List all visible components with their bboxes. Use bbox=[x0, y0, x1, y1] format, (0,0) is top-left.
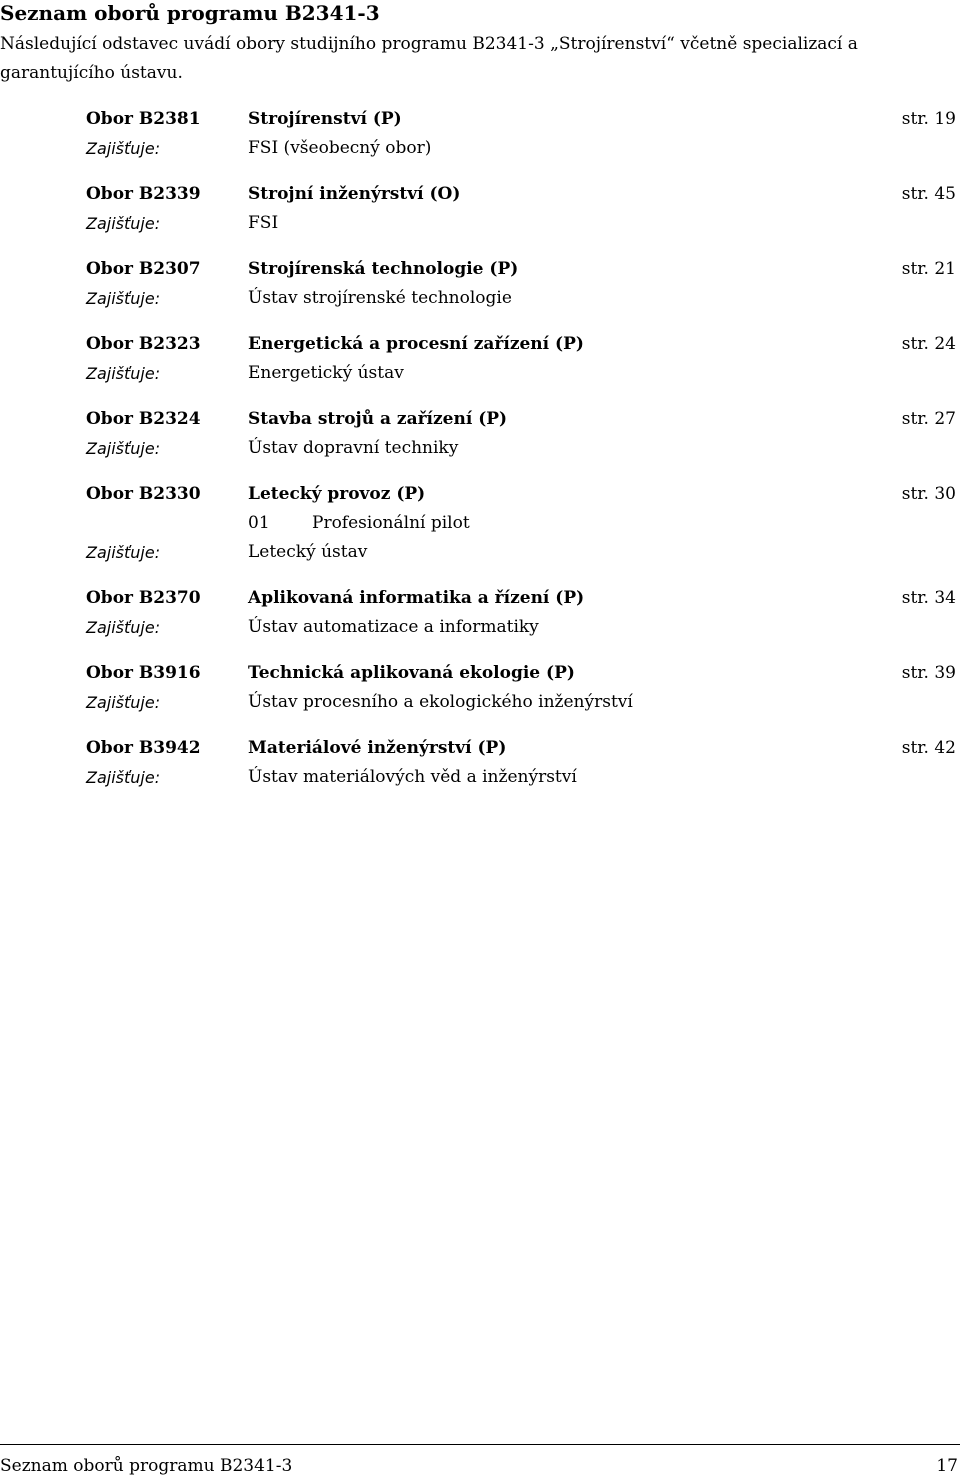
provider-name: Energetický ústav bbox=[248, 363, 404, 383]
provider-label: Zajišťuje: bbox=[86, 289, 161, 308]
provider-name: Letecký ústav bbox=[248, 542, 368, 562]
provider-label: Zajišťuje: bbox=[86, 439, 161, 458]
program-name: Strojní inženýrství (O) bbox=[248, 184, 461, 204]
provider-name: Ústav strojírenské technologie bbox=[248, 288, 512, 308]
page-reference: str. 27 bbox=[901, 409, 956, 429]
provider-name: Ústav materiálových věd a inženýrství bbox=[248, 767, 577, 787]
program-code: Obor B3916 bbox=[86, 663, 201, 683]
footer-title: Seznam oborů programu B2341-3 bbox=[0, 1456, 293, 1476]
list-item bbox=[86, 255, 956, 313]
list-item bbox=[86, 734, 956, 792]
program-name: Stavba strojů a zařízení (P) bbox=[248, 409, 508, 429]
program-code: Obor B2330 bbox=[86, 484, 201, 504]
provider-label: Zajišťuje: bbox=[86, 768, 161, 787]
provider-name: Ústav automatizace a informatiky bbox=[248, 617, 539, 637]
page-reference: str. 30 bbox=[901, 484, 956, 504]
provider-label: Zajišťuje: bbox=[86, 214, 161, 233]
list-item bbox=[86, 659, 956, 717]
program-name: Materiálové inženýrství (P) bbox=[248, 738, 507, 758]
list-item bbox=[86, 584, 956, 642]
program-name: Strojírenská technologie (P) bbox=[248, 259, 519, 279]
program-name: Energetická a procesní zařízení (P) bbox=[248, 334, 584, 354]
footer-divider bbox=[0, 1444, 960, 1445]
page-reference: str. 21 bbox=[901, 259, 956, 279]
program-code: Obor B2323 bbox=[86, 334, 201, 354]
provider-label: Zajišťuje: bbox=[86, 693, 161, 712]
page-reference: str. 42 bbox=[901, 738, 956, 758]
page-reference: str. 19 bbox=[901, 109, 956, 129]
program-code: Obor B2339 bbox=[86, 184, 201, 204]
provider-name: Ústav dopravní techniky bbox=[248, 438, 459, 458]
program-name: Letecký provoz (P) bbox=[248, 484, 426, 504]
provider-label: Zajišťuje: bbox=[86, 543, 161, 562]
specialization-code: 01 bbox=[248, 513, 270, 533]
page-reference: str. 45 bbox=[901, 184, 956, 204]
page-reference: str. 34 bbox=[901, 588, 956, 608]
list-item bbox=[86, 480, 956, 567]
page-number: 17 bbox=[936, 1456, 958, 1476]
provider-name: FSI bbox=[248, 213, 279, 233]
provider-label: Zajišťuje: bbox=[86, 618, 161, 637]
program-list bbox=[86, 105, 956, 809]
provider-label: Zajišťuje: bbox=[86, 364, 161, 383]
program-name: Technická aplikovaná ekologie (P) bbox=[248, 663, 575, 683]
intro-paragraph: Následující odstavec uvádí obory studijního programu B2341-3 „Strojírenství“ včetně specializací a garantujícího ústavu. bbox=[0, 34, 858, 83]
provider-name: FSI (všeobecný obor) bbox=[248, 138, 432, 158]
list-item bbox=[86, 405, 956, 463]
program-code: Obor B2324 bbox=[86, 409, 201, 429]
program-name: Strojírenství (P) bbox=[248, 109, 402, 129]
list-item bbox=[86, 105, 956, 163]
program-code: Obor B3942 bbox=[86, 738, 201, 758]
page-title: Seznam oborů programu B2341-3 bbox=[0, 1, 380, 25]
specialization-name: Profesionální pilot bbox=[312, 513, 470, 533]
program-name: Aplikovaná informatika a řízení (P) bbox=[248, 588, 585, 608]
program-code: Obor B2307 bbox=[86, 259, 201, 279]
specialization bbox=[248, 509, 956, 538]
list-item bbox=[86, 330, 956, 388]
program-code: Obor B2370 bbox=[86, 588, 201, 608]
provider-label: Zajišťuje: bbox=[86, 139, 161, 158]
program-code: Obor B2381 bbox=[86, 109, 201, 129]
page-reference: str. 24 bbox=[901, 334, 956, 354]
page-footer bbox=[0, 1454, 958, 1478]
provider-name: Ústav procesního a ekologického inženýrství bbox=[248, 692, 633, 712]
list-item bbox=[86, 180, 956, 238]
page-reference: str. 39 bbox=[901, 663, 956, 683]
